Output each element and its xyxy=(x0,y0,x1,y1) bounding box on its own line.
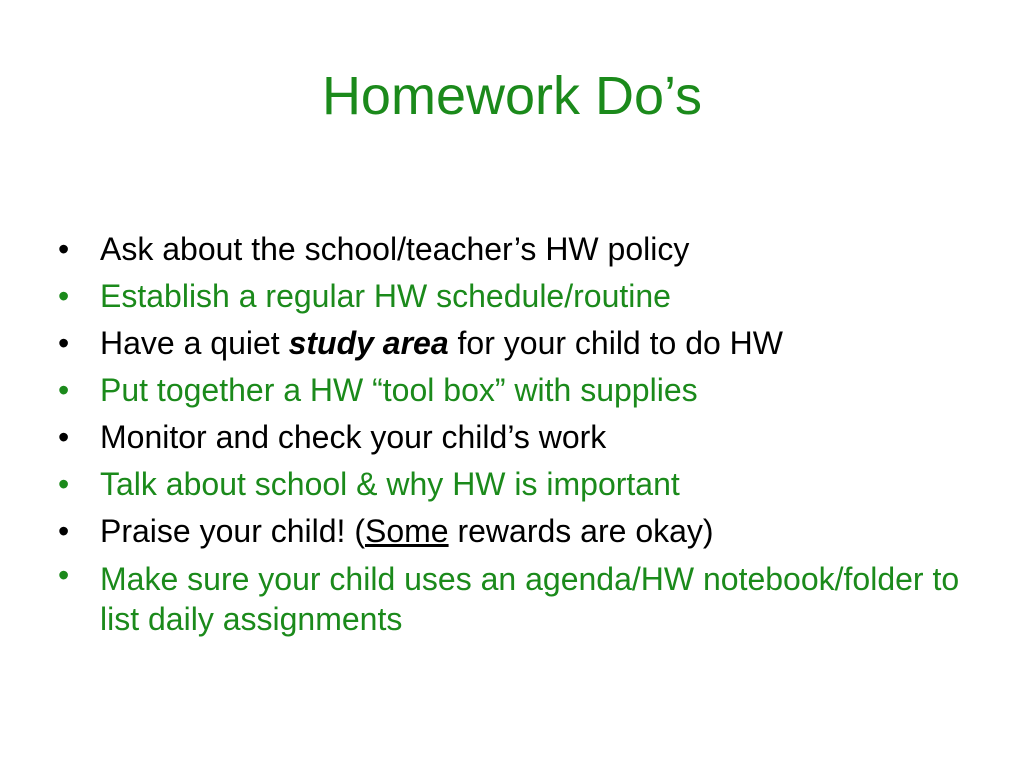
bullet-text: Make sure your child uses an agenda/HW notebook/folder to list daily assignments xyxy=(100,561,960,637)
bullet-underlined-word: Some xyxy=(364,513,449,549)
bullet-item xyxy=(56,320,996,367)
bullet-icon: • xyxy=(58,557,70,593)
slide-title: Homework Do’s xyxy=(321,66,703,126)
bullet-item xyxy=(56,273,996,320)
bullet-text: Monitor and check your child’s work xyxy=(100,419,607,455)
bullet-list xyxy=(56,226,996,639)
bullet-item xyxy=(56,367,996,414)
bullet-item xyxy=(56,461,996,508)
bullet-text-start: Praise your child! ( xyxy=(100,513,365,549)
bullet-icon: • xyxy=(58,231,70,267)
bullet-text: Establish a regular HW schedule/routine xyxy=(100,278,671,314)
bullet-text: Put together a HW “tool box” with supplies xyxy=(100,372,698,408)
bullet-item xyxy=(56,555,996,639)
bullet-item xyxy=(56,508,996,555)
bullet-icon: • xyxy=(58,325,70,361)
bullet-text-end: for your child to do HW xyxy=(448,325,783,361)
bullet-text-end: rewards are okay) xyxy=(448,513,714,549)
bullet-item xyxy=(56,226,996,273)
bullet-text-start: Have a quiet xyxy=(100,325,289,361)
bullet-item xyxy=(56,414,996,461)
bullet-text: Talk about school & why HW is important xyxy=(100,466,680,502)
bullet-icon: • xyxy=(58,278,70,314)
bullet-icon: • xyxy=(58,372,70,408)
bullet-icon: • xyxy=(58,466,70,502)
bullet-icon: • xyxy=(58,513,70,549)
bullet-emphasis: study area xyxy=(288,325,449,361)
bullet-icon: • xyxy=(58,419,70,455)
bullet-text: Ask about the school/teacher’s HW policy xyxy=(100,231,690,267)
